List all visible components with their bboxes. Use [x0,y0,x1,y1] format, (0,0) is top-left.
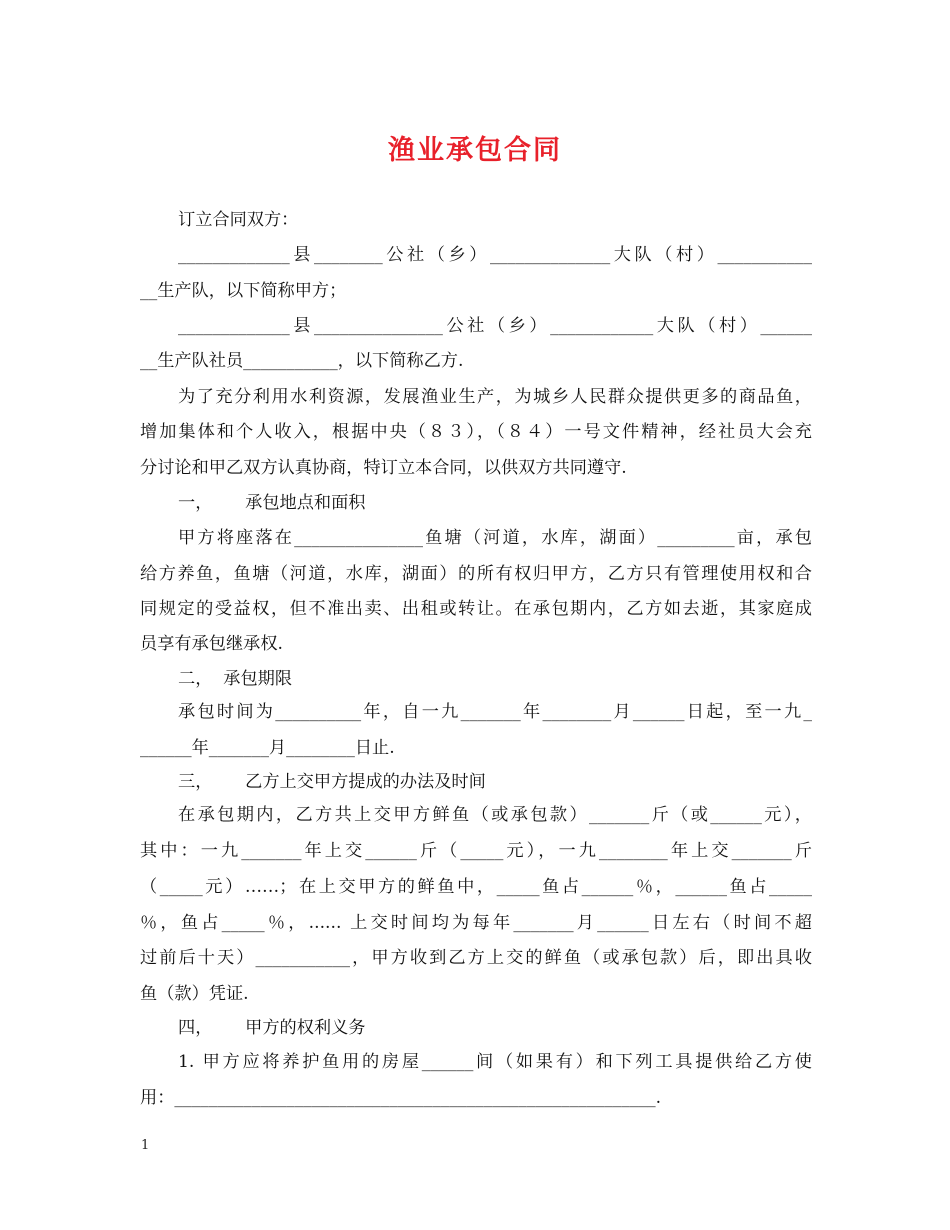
text-line: 用：________________________________________________________. [140,1088,662,1108]
section-heading: 四， 甲方的权利义务 [178,1018,366,1038]
section-heading: 三， 乙方上交甲方提成的办法及时间 [178,772,486,792]
text-line: 过前后十天）___________，甲方收到乙方上交的鲜鱼（或承包款）后，即出具收 [140,948,812,968]
text-line: 甲方将座落在_______________鱼塘（河道，水库，湖面）_________亩，承包 [178,528,812,548]
text-line: 员享有承包继承权. [140,634,283,654]
document-title: 渔业承包合同 [388,135,562,166]
text-line: 鱼（款）凭证. [140,984,249,1004]
text-line: 给方养鱼，鱼塘（河道，水库，湖面）的所有权归甲方，乙方只有管理使用权和合 [140,564,812,584]
text-line: 订立合同双方： [178,210,299,230]
page-number: 1 [141,1138,150,1153]
text-line: ______年_______月________日止. [140,738,395,758]
text-line: 承包时间为__________年，自一九_______年________月______日起，至一九_ [178,702,812,722]
text-line: 在承包期内，乙方共上交甲方鲜鱼（或承包款）_______斤（或______元）， [178,805,812,825]
text-line: 分讨论和甲乙双方认真协商，特订立本合同，以供双方共同遵守. [140,458,627,478]
text-line: 同规定的受益权，但不准出卖、出租或转让。在承包期内，乙方如去逝，其家庭成 [140,599,812,619]
section-heading: 一， 承包地点和面积 [178,493,366,513]
text-line: _____________县_______________公社（乡）____________大队（村）______ [178,316,812,336]
text-line: 为了充分利用水利资源，发展渔业生产，为城乡人民群众提供更多的商品鱼， [178,387,812,407]
text-line: ％，鱼占_____％，...... 上交时间均为每年_______月______日左右（时间不超 [140,913,812,933]
text-line: 1. 甲方应将养护鱼用的房屋______间（如果有）和下列工具提供给乙方使 [178,1052,812,1072]
text-line: 其中：一九_______年上交______斤（_____元），一九________年上交_______斤 [140,841,812,861]
text-line: 增加集体和个人收入，根据中央（８３），（８４）一号文件精神，经社员大会充 [140,422,812,442]
section-heading: 二， 承包期限 [178,669,293,689]
text-line: __生产队社员___________，以下简称乙方. [140,351,464,371]
text-line: _____________县________公社（乡）______________大队（村）___________ [178,245,812,265]
text-line: __生产队，以下简称甲方； [140,281,347,301]
text-line: （_____元）……；在上交甲方的鲜鱼中，_____鱼占______％，______鱼占_____ [140,877,812,897]
